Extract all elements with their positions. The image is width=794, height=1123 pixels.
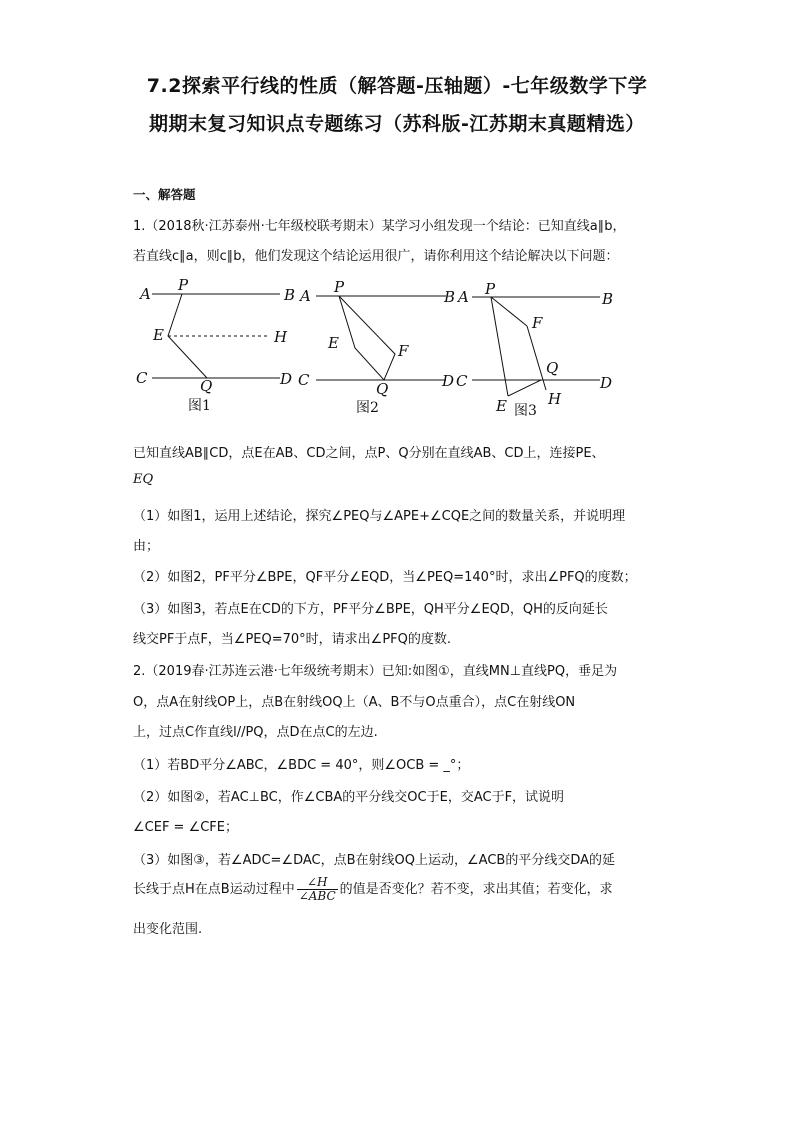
- fig2-caption: 图2: [356, 400, 379, 416]
- figure-1: [136, 278, 295, 414]
- fig1-label-Q: Q: [200, 377, 213, 395]
- fig1-label-E: E: [153, 326, 164, 344]
- q1-part3-line-1: （3）如图3，若点E在CD的下方，PF平分∠BPE，QH平分∠EQD，QH的反向延长: [133, 602, 608, 617]
- q2-part3-line-2: [133, 876, 613, 903]
- fraction-numerator: ∠H: [297, 876, 338, 890]
- fig3-label-H: H: [548, 390, 562, 408]
- fig1-caption: 图1: [188, 398, 211, 414]
- q2-part3-line-3: 出变化范围.: [133, 922, 203, 937]
- q2-part3-text-before: 长线于点H在点B运动过程中: [133, 882, 295, 897]
- geometry-figures: [130, 278, 640, 428]
- fig3-caption: 图3: [514, 403, 537, 419]
- fig2-label-C: C: [298, 371, 310, 389]
- q2-line-3: 上，过点C作直线l//PQ，点D在点C的左边.: [133, 725, 378, 740]
- fig1-label-H: H: [274, 328, 288, 346]
- section-heading: 一、解答题: [133, 187, 196, 202]
- fig2-label-D: D: [442, 372, 455, 390]
- fig2-label-B: B: [444, 288, 456, 306]
- fig3-label-A: A: [458, 288, 469, 306]
- figure-2: [298, 278, 455, 416]
- q2-part1: （1）若BD平分∠ABC，∠BDC = 40°，则∠OCB = _°；: [133, 758, 470, 773]
- fig3-label-D: D: [600, 374, 613, 392]
- fraction-denominator: ∠ABC: [298, 889, 336, 903]
- fig3-label-F: F: [532, 314, 543, 332]
- fig3-label-E: E: [496, 397, 507, 415]
- q2-part2-line-2: ∠CEF = ∠CFE；: [133, 820, 239, 835]
- fig2-label-Q: Q: [376, 380, 389, 398]
- q1-part1-line-2: 由；: [133, 539, 160, 554]
- fig2-label-E: E: [328, 334, 339, 352]
- q2-part2-line-1: （2）如图②，若AC⊥BC，作∠CBA的平分线交OC于E，交AC于F，试说明: [133, 790, 565, 805]
- q1-part2: （2）如图2，PF平分∠BPE，QF平分∠EQD，当∠PEQ=140°时，求出∠PFQ的度数；: [133, 570, 637, 585]
- q1-line-2: 若直线c∥a，则c∥b，他们发现这个结论运用很广，请你利用这个结论解决以下问题：: [133, 249, 619, 264]
- fig3-label-C: C: [456, 372, 468, 390]
- q1-part1-line-1: （1）如图1，运用上述结论，探究∠PEQ与∠APE+∠CQE之间的数量关系，并说明理: [133, 509, 626, 524]
- fig1-label-C: C: [136, 369, 148, 387]
- fig3-label-P: P: [485, 280, 496, 298]
- document-title-line-1: 7.2探索平行线的性质（解答题-压轴题）-七年级数学下学: [146, 75, 648, 97]
- fig1-label-A: A: [140, 285, 151, 303]
- q2-line-1: 2.（2019春·江苏连云港·七年级统考期末）已知:如图①，直线MN⊥直线PQ，垂足为: [133, 664, 618, 679]
- fig3-label-B: B: [602, 290, 614, 308]
- document-title-line-2: 期期末复习知识点专题练习（苏科版-江苏期末真题精选）: [149, 113, 645, 135]
- q1-part3-line-2: 线交PF于点F，当∠PEQ=70°时，请求出∠PFQ的度数.: [133, 632, 452, 647]
- q1-given-line-2: EQ: [133, 472, 154, 487]
- fig1-label-P: P: [178, 278, 189, 294]
- q2-line-2: O，点A在射线OP上，点B在射线OQ上（A、B不与O点重合），点C在射线ON: [133, 695, 576, 710]
- fig3-label-Q: Q: [546, 359, 559, 377]
- fig2-label-P: P: [334, 278, 345, 296]
- q2-part3-line-1: （3）如图③，若∠ADC=∠DAC，点B在射线OQ上运动，∠ACB的平分线交DA的延: [133, 853, 616, 868]
- figure-3: [456, 280, 613, 419]
- q2-part3-text-after: 的值是否变化？若不变，求出其值；若变化，求: [339, 882, 613, 897]
- fig2-label-A: A: [300, 287, 311, 305]
- fig1-label-B: B: [284, 286, 296, 304]
- q1-line-1: 1.（2018秋·江苏泰州·七年级校联考期末）某学习小组发现一个结论：已知直线a∥b，: [133, 219, 626, 234]
- fig1-label-D: D: [280, 370, 293, 388]
- q1-given-line-1: 已知直线AB∥CD，点E在AB、CD之间，点P、Q分别在直线AB、CD上，连接PE、: [133, 446, 605, 461]
- fig2-label-F: F: [398, 342, 409, 360]
- fraction-h-over-abc: [297, 876, 338, 903]
